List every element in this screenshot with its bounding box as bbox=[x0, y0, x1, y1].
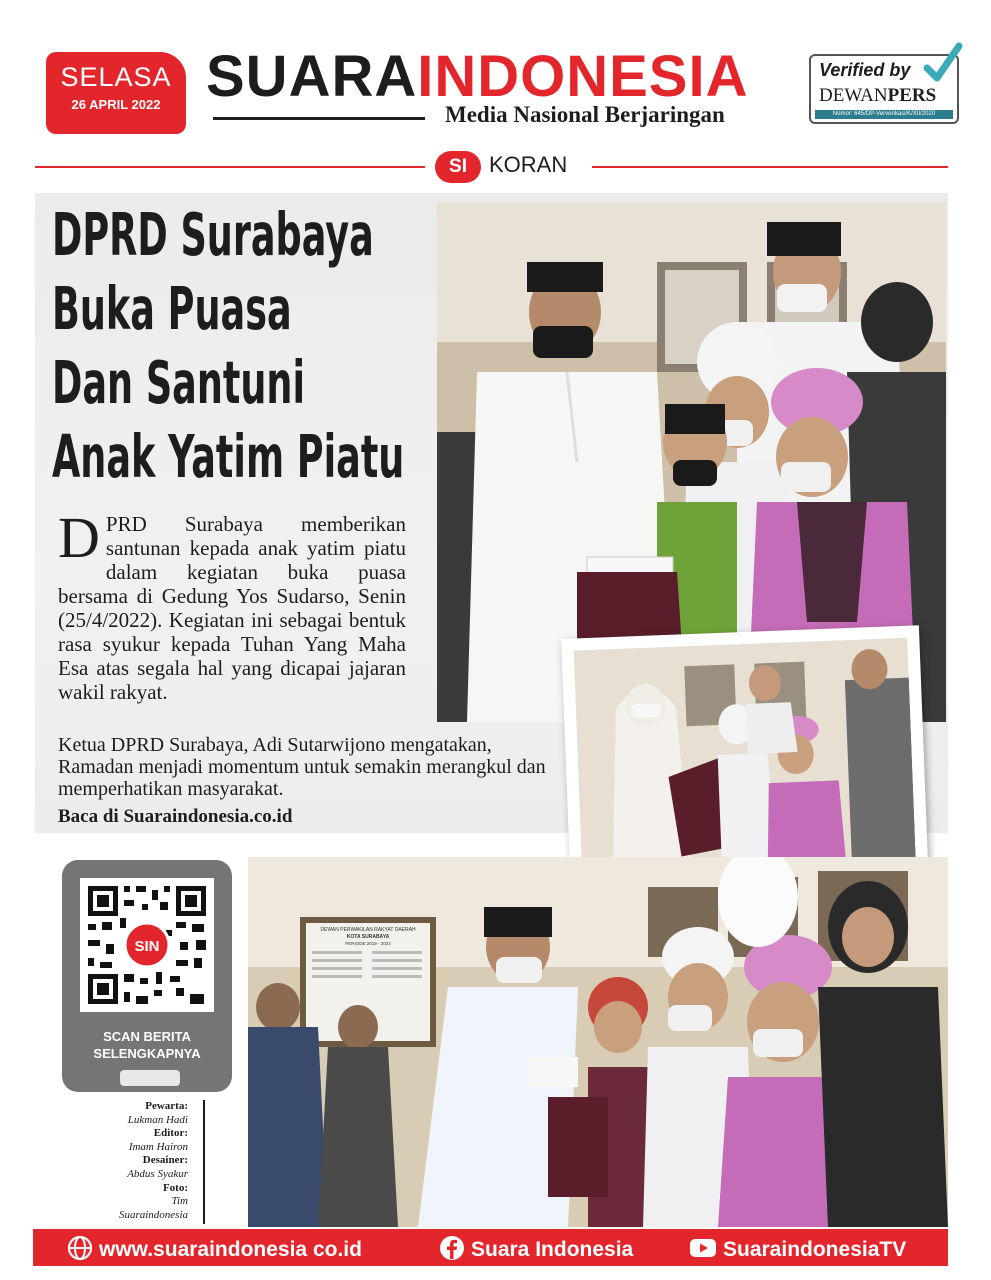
footer-facebook[interactable] bbox=[439, 1235, 633, 1262]
verified-badge bbox=[809, 54, 959, 124]
verified-org-part-1: DEWAN bbox=[819, 85, 888, 106]
credit-label: Editor: bbox=[153, 1127, 188, 1140]
edition-date: 26 APRIL 2022 bbox=[71, 97, 161, 112]
section-badge: SI bbox=[435, 151, 481, 183]
masthead-logo bbox=[206, 46, 749, 108]
section-label: KORAN bbox=[489, 152, 568, 177]
credit-value: Suaraindonesia bbox=[118, 1208, 188, 1221]
section-rule-left bbox=[35, 166, 425, 168]
verified-number: Nomor: 645/DP-Ververikasi/K/XII/2020 bbox=[815, 110, 953, 119]
qr-caption-line: SCAN BERITA bbox=[103, 1029, 191, 1044]
lead-text: PRD Surabaya memberikan santunan kepada anak yatim piatu dalam kegiatan buka puasa bersama di Gedung Yos Sudarso, Senin (25/4/2022). Kegiatan ini sebagai bentuk rasa syukur kepada Tuhan Yang Maha Esa atas segala hal yang dicapai jajaran wakil rakyat. bbox=[58, 512, 406, 704]
credit-value: Lukman Hadi bbox=[127, 1113, 188, 1126]
globe-icon bbox=[67, 1235, 93, 1261]
footer-facebook-label: Suara Indonesia bbox=[471, 1238, 634, 1261]
footer-bar bbox=[33, 1229, 948, 1266]
credits bbox=[90, 1100, 188, 1222]
headline bbox=[52, 198, 405, 494]
date-tab bbox=[46, 52, 186, 134]
credit-label: Pewarta: bbox=[145, 1100, 188, 1112]
verified-label: Verified by bbox=[819, 60, 911, 80]
lead-paragraph bbox=[58, 505, 406, 704]
masthead-rule bbox=[213, 117, 425, 120]
footer-youtube[interactable] bbox=[689, 1235, 906, 1262]
body-paragraph: Ketua DPRD Surabaya, Adi Sutarwijono mengatakan, Ramadan menjadi momentum untuk semakin merangkul dan memperhatikan masyarakat. bbox=[58, 734, 546, 800]
edition-day: SELASA bbox=[60, 62, 172, 92]
credit-value: Tim bbox=[171, 1195, 188, 1208]
sign-line-2: KOTA SURABAYA bbox=[346, 934, 390, 940]
youtube-icon bbox=[689, 1235, 717, 1261]
tagline: Media Nasional Berjaringan bbox=[445, 102, 725, 127]
drop-cap: D bbox=[58, 505, 100, 570]
footer-youtube-label: SuaraindonesiaTV bbox=[723, 1238, 907, 1261]
facebook-icon bbox=[439, 1235, 465, 1261]
credit-label: Foto: bbox=[162, 1181, 188, 1194]
verified-org bbox=[819, 85, 936, 107]
credit-value: Abdus Syakur bbox=[127, 1167, 188, 1180]
qr-pill bbox=[120, 1070, 180, 1086]
qr-caption-line: SELENGKAPNYA bbox=[93, 1046, 201, 1061]
credit-label: Desainer: bbox=[142, 1154, 188, 1167]
brand-part-2: INDONESIA bbox=[417, 44, 749, 109]
verified-org-part-2: PERS bbox=[887, 85, 937, 106]
read-more-link[interactable]: Baca di Suaraindonesia.co.id bbox=[58, 806, 293, 827]
qr-caption bbox=[62, 1028, 232, 1062]
headline-line: DPRD Surabaya bbox=[52, 200, 374, 269]
credits-rule bbox=[203, 1100, 205, 1224]
headline-line: Anak Yatim Piatu bbox=[52, 422, 405, 491]
brand-part-1: SUARA bbox=[206, 44, 418, 109]
qr-logo: SIN bbox=[134, 938, 160, 955]
bottom-photo bbox=[248, 857, 948, 1227]
headline-line: Dan Santuni bbox=[52, 348, 306, 417]
credit-value: Imam Hairon bbox=[128, 1140, 188, 1153]
section-rule-right bbox=[592, 166, 948, 168]
footer-website-label: www.suaraindonesia co.id bbox=[99, 1238, 362, 1261]
footer-website[interactable] bbox=[67, 1235, 362, 1262]
headline-line: Buka Puasa bbox=[52, 274, 292, 343]
qr-card bbox=[62, 860, 232, 1092]
sign-line-1: DEWAN PERWAKILAN RAKYAT DAERAH bbox=[320, 927, 416, 933]
qr-code[interactable] bbox=[80, 878, 214, 1012]
secondary-photo bbox=[574, 638, 917, 889]
check-icon bbox=[923, 40, 963, 84]
sign-line-3: PERIODE 2019 - 2024 bbox=[345, 941, 391, 946]
